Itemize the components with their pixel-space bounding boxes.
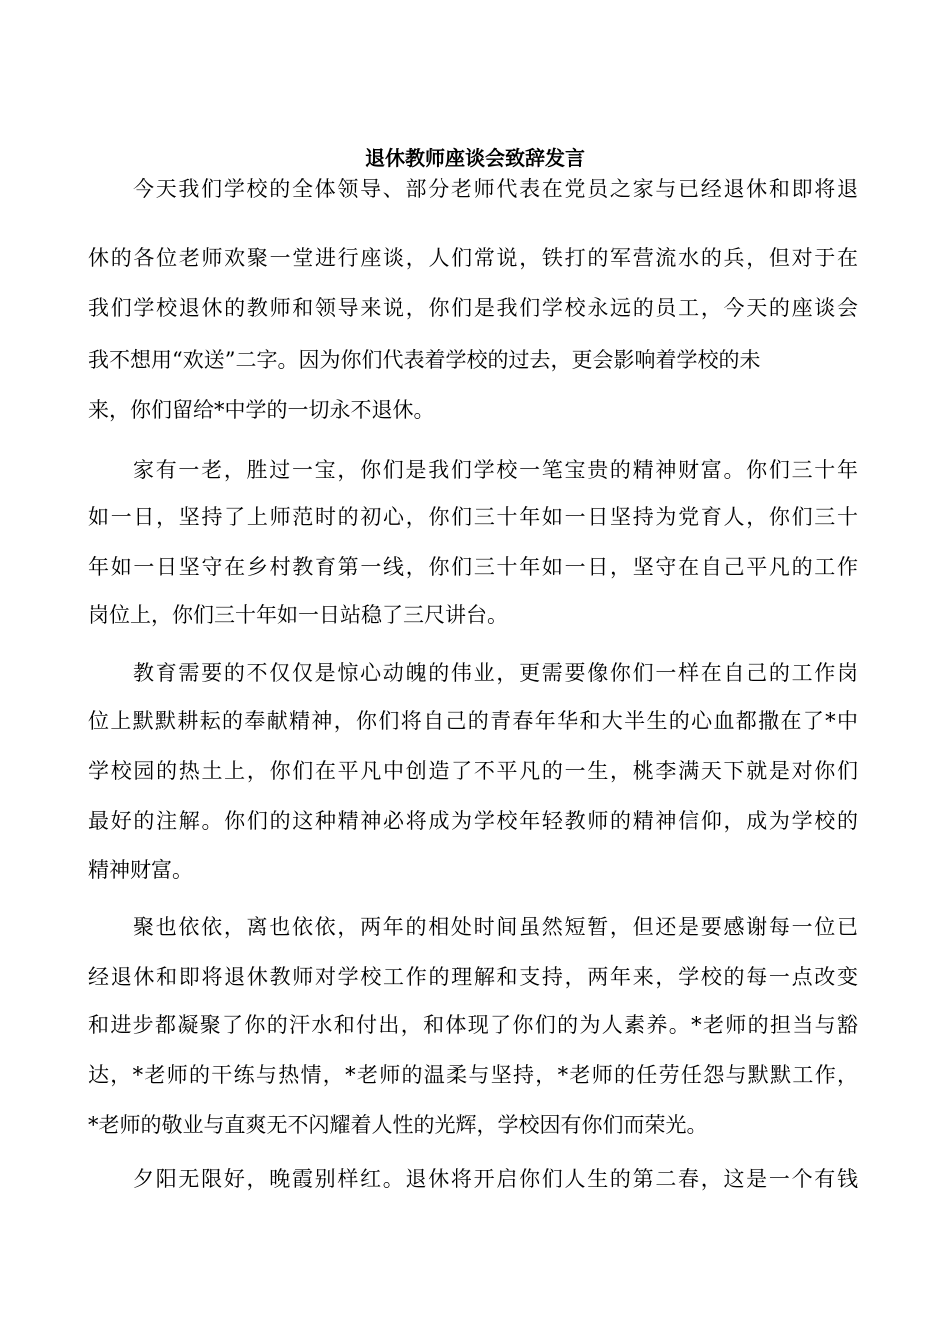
paragraph-5-line-1: 夕阳无限好，晚霞别样红。退休将开启你们人生的第二春，这是一个有钱 <box>133 1167 858 1191</box>
paragraph-1-line-5: 来，你们留给*中学的一切永不退休。 <box>88 398 435 422</box>
paragraph-1-line-4: 我不想用“欢送”二字。因为你们代表着学校的过去，更会影响着学校的未 <box>88 348 761 372</box>
paragraph-2-line-3: 年如一日坚守在乡村教育第一线，你们三十年如一日，坚守在自己平凡的工作 <box>88 555 858 579</box>
paragraph-4-line-2: 经退休和即将退休教师对学校工作的理解和支持，两年来，学校的每一点改变 <box>88 965 858 989</box>
paragraph-2-line-4: 岗位上，你们三十年如一日站稳了三尺讲台。 <box>88 603 508 627</box>
paragraph-3-line-1: 教育需要的不仅仅是惊心动魄的伟业，更需要像你们一样在自己的工作岗 <box>133 661 858 685</box>
paragraph-4-line-4: 达，*老师的干练与热情，*老师的温柔与坚持，*老师的任劳任怨与默默工作， <box>88 1063 858 1087</box>
paragraph-4-line-5: *老师的敬业与直爽无不闪耀着人性的光辉，学校因有你们而荣光。 <box>88 1113 708 1137</box>
document-title: 退休教师座谈会致辞发言 <box>365 146 585 170</box>
paragraph-3-line-5: 精神财富。 <box>88 858 193 882</box>
paragraph-1-line-3: 我们学校退休的教师和领导来说，你们是我们学校永远的员工，今天的座谈会 <box>88 296 858 320</box>
paragraph-4-line-1: 聚也依依，离也依依，两年的相处时间虽然短暂，但还是要感谢每一位已 <box>133 915 858 939</box>
paragraph-2-line-1: 家有一老，胜过一宝，你们是我们学校一笔宝贵的精神财富。你们三十年 <box>133 458 858 482</box>
paragraph-1-line-2: 休的各位老师欢聚一堂进行座谈，人们常说，铁打的军营流水的兵，但对于在 <box>88 246 858 270</box>
paragraph-2-line-2: 如一日，坚持了上师范时的初心，你们三十年如一日坚持为党育人，你们三十 <box>88 505 858 529</box>
paragraph-3-line-2: 位上默默耕耘的奉献精神，你们将自己的青春年华和大半生的心血都撒在了*中 <box>88 709 858 733</box>
paragraph-3-line-4: 最好的注解。你们的这种精神必将成为学校年轻教师的精神信仰，成为学校的 <box>88 809 858 833</box>
paragraph-3-line-3: 学校园的热土上，你们在平凡中创造了不平凡的一生，桃李满天下就是对你们 <box>88 759 858 783</box>
paragraph-1-line-1: 今天我们学校的全体领导、部分老师代表在党员之家与已经退休和即将退 <box>133 177 858 201</box>
paragraph-4-line-3: 和进步都凝聚了你的汗水和付出，和体现了你们的为人素养。*老师的担当与豁 <box>88 1013 858 1037</box>
